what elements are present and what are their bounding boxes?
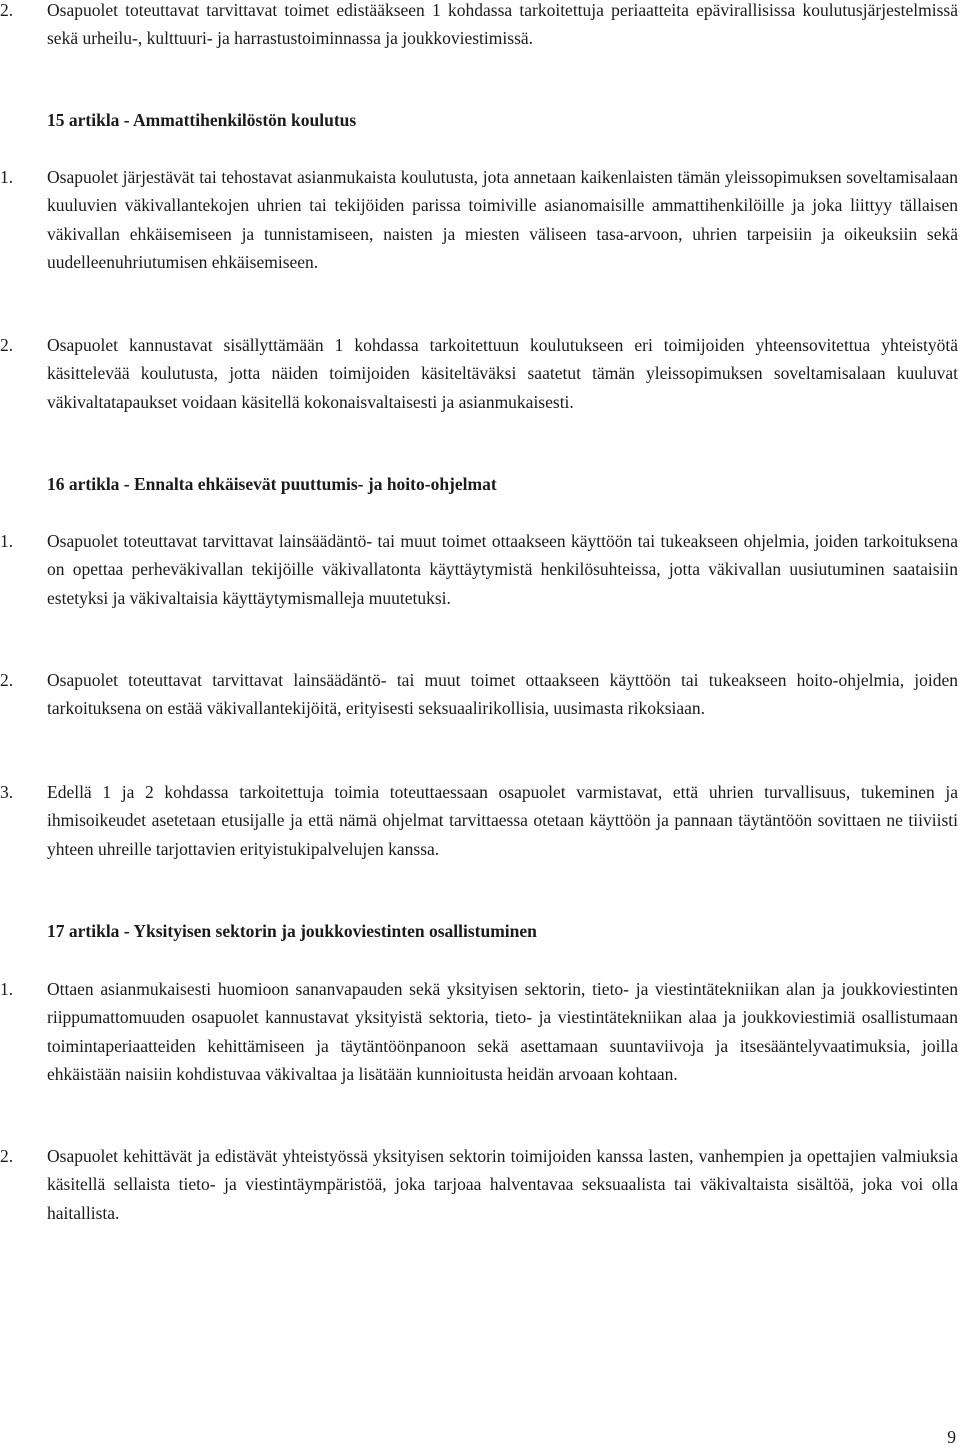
- paragraph-number: 1.: [0, 167, 14, 187]
- paragraph-number: 1.: [0, 979, 14, 999]
- paragraph-17-2: [0, 1142, 958, 1227]
- article-15-heading: 15 artikla - Ammattihenkilöstön koulutus: [47, 110, 357, 130]
- article-16-heading: 16 artikla - Ennalta ehkäisevät puuttumis- ja hoito-ohjelmat: [47, 474, 497, 494]
- paragraph-15-1: [0, 163, 958, 276]
- paragraph-text: Ottaen asianmukaisesti huomioon sananvapauden sekä yksityisen sektorin, tieto- ja viestintätekniikan alan ja joukkoviestinten riippumattomuuden osapuolet kannustavat yksityistä sektoria, tieto- ja viestintätekniikan alaa ja joukkoviestimiä osallistumaan toimintaperiaatteiden kehittämiseen ja täytäntöönpanoon sekä asettamaan suuntaviivoja ja itsesääntelyvaatimuksia, joilla ehkäistään naisiin kohdistuvaa väkivaltaa ja lisätään kunnioitusta heidän arvoaan kohtaan.: [47, 979, 958, 1084]
- paragraph-text: Edellä 1 ja 2 kohdassa tarkoitettuja toimia toteuttaessaan osapuolet varmistavat, että uhrien turvallisuus, tukeminen ja ihmisoikeudet asetetaan etusijalle ja että nämä ohjelmat tarvittaessa otetaan käyttöön ja pannaan täytäntöön sovittaen ne tiiviisti yhteen uhreille tarjottavien erityistukipalvelujen kanssa.: [47, 782, 958, 859]
- paragraph-number: 1.: [0, 531, 14, 551]
- paragraph-text: Osapuolet kannustavat sisällyttämään 1 kohdassa tarkoitettuun koulutukseen eri toimijoiden yhteensovitettua yhteistyötä käsittelevää koulutusta, jotta näiden toimijoiden käsiteltäväksi saatetut tämän yleissopimuksen soveltamisalaan kuuluvat väkivaltatapaukset voidaan käsitellä kokonaisvaltaisesti ja asianmukaisesti.: [47, 335, 958, 412]
- paragraph-text: Osapuolet järjestävät tai tehostavat asianmukaista koulutusta, jota annetaan kaikenlaisten tämän yleissopimuksen soveltamisalaan kuuluvien väkivallantekojen uhrien tai tekijöiden parissa toimiville asianomaisille ammattihenkilöille ja joka liittyy tällaisen väkivallan ehkäisemiseen ja tunnistamiseen, naisten ja miesten väliseen tasa-arvoon, uhrien tarpeisiin ja oikeuksiin sekä uudelleenuhriutumisen ehkäisemiseen.: [47, 167, 958, 272]
- article-17-heading: 17 artikla - Yksityisen sektorin ja joukkoviestinten osallistuminen: [47, 921, 537, 941]
- paragraph-text: Osapuolet toteuttavat tarvittavat lainsäädäntö- tai muut toimet ottaakseen käyttöön tai tukeakseen hoito-ohjelmia, joiden tarkoituksena on estää väkivallantekijöitä, erityisesti seksuaalirikollisia, uusimasta rikoksiaan.: [47, 670, 958, 719]
- paragraph-17-1: [0, 975, 958, 1088]
- paragraph-16-1: [0, 527, 958, 612]
- paragraph-16-3: [0, 778, 958, 863]
- paragraph-16-2: [0, 666, 958, 723]
- page-number: 9: [947, 1427, 956, 1447]
- paragraph-15-2: [0, 331, 958, 416]
- paragraph-14-2: [0, 0, 958, 53]
- paragraph-number: 2.: [0, 1146, 14, 1166]
- paragraph-number: 2.: [0, 335, 14, 355]
- paragraph-number: 2.: [0, 0, 14, 20]
- paragraph-text: Osapuolet toteuttavat tarvittavat lainsäädäntö- tai muut toimet ottaakseen käyttöön tai tukeakseen ohjelmia, joiden tarkoituksena on opettaa perheväkivallan tekijöille väkivallatonta käyttäytymistä henkilösuhteissa, jotta väkivallan uusiutuminen saataisiin estetyksi ja väkivaltaisia käyttäytymismalleja muutetuksi.: [47, 531, 958, 608]
- paragraph-number: 3.: [0, 782, 14, 802]
- paragraph-text: Osapuolet kehittävät ja edistävät yhteistyössä yksityisen sektorin toimijoiden kanssa lasten, vanhempien ja opettajien valmiuksia käsitellä sellaista tieto- ja viestintäympäristöä, joka tarjoaa halventavaa seksuaalista tai väkivaltaista sisältöä, joka voi olla haitallista.: [47, 1146, 958, 1223]
- paragraph-number: 2.: [0, 670, 14, 690]
- paragraph-text: Osapuolet toteuttavat tarvittavat toimet edistääkseen 1 kohdassa tarkoitettuja periaatteita epävirallisissa koulutusjärjestelmissä sekä urheilu-, kulttuuri- ja harrastustoiminnassa ja joukkoviestimissä.: [47, 0, 958, 49]
